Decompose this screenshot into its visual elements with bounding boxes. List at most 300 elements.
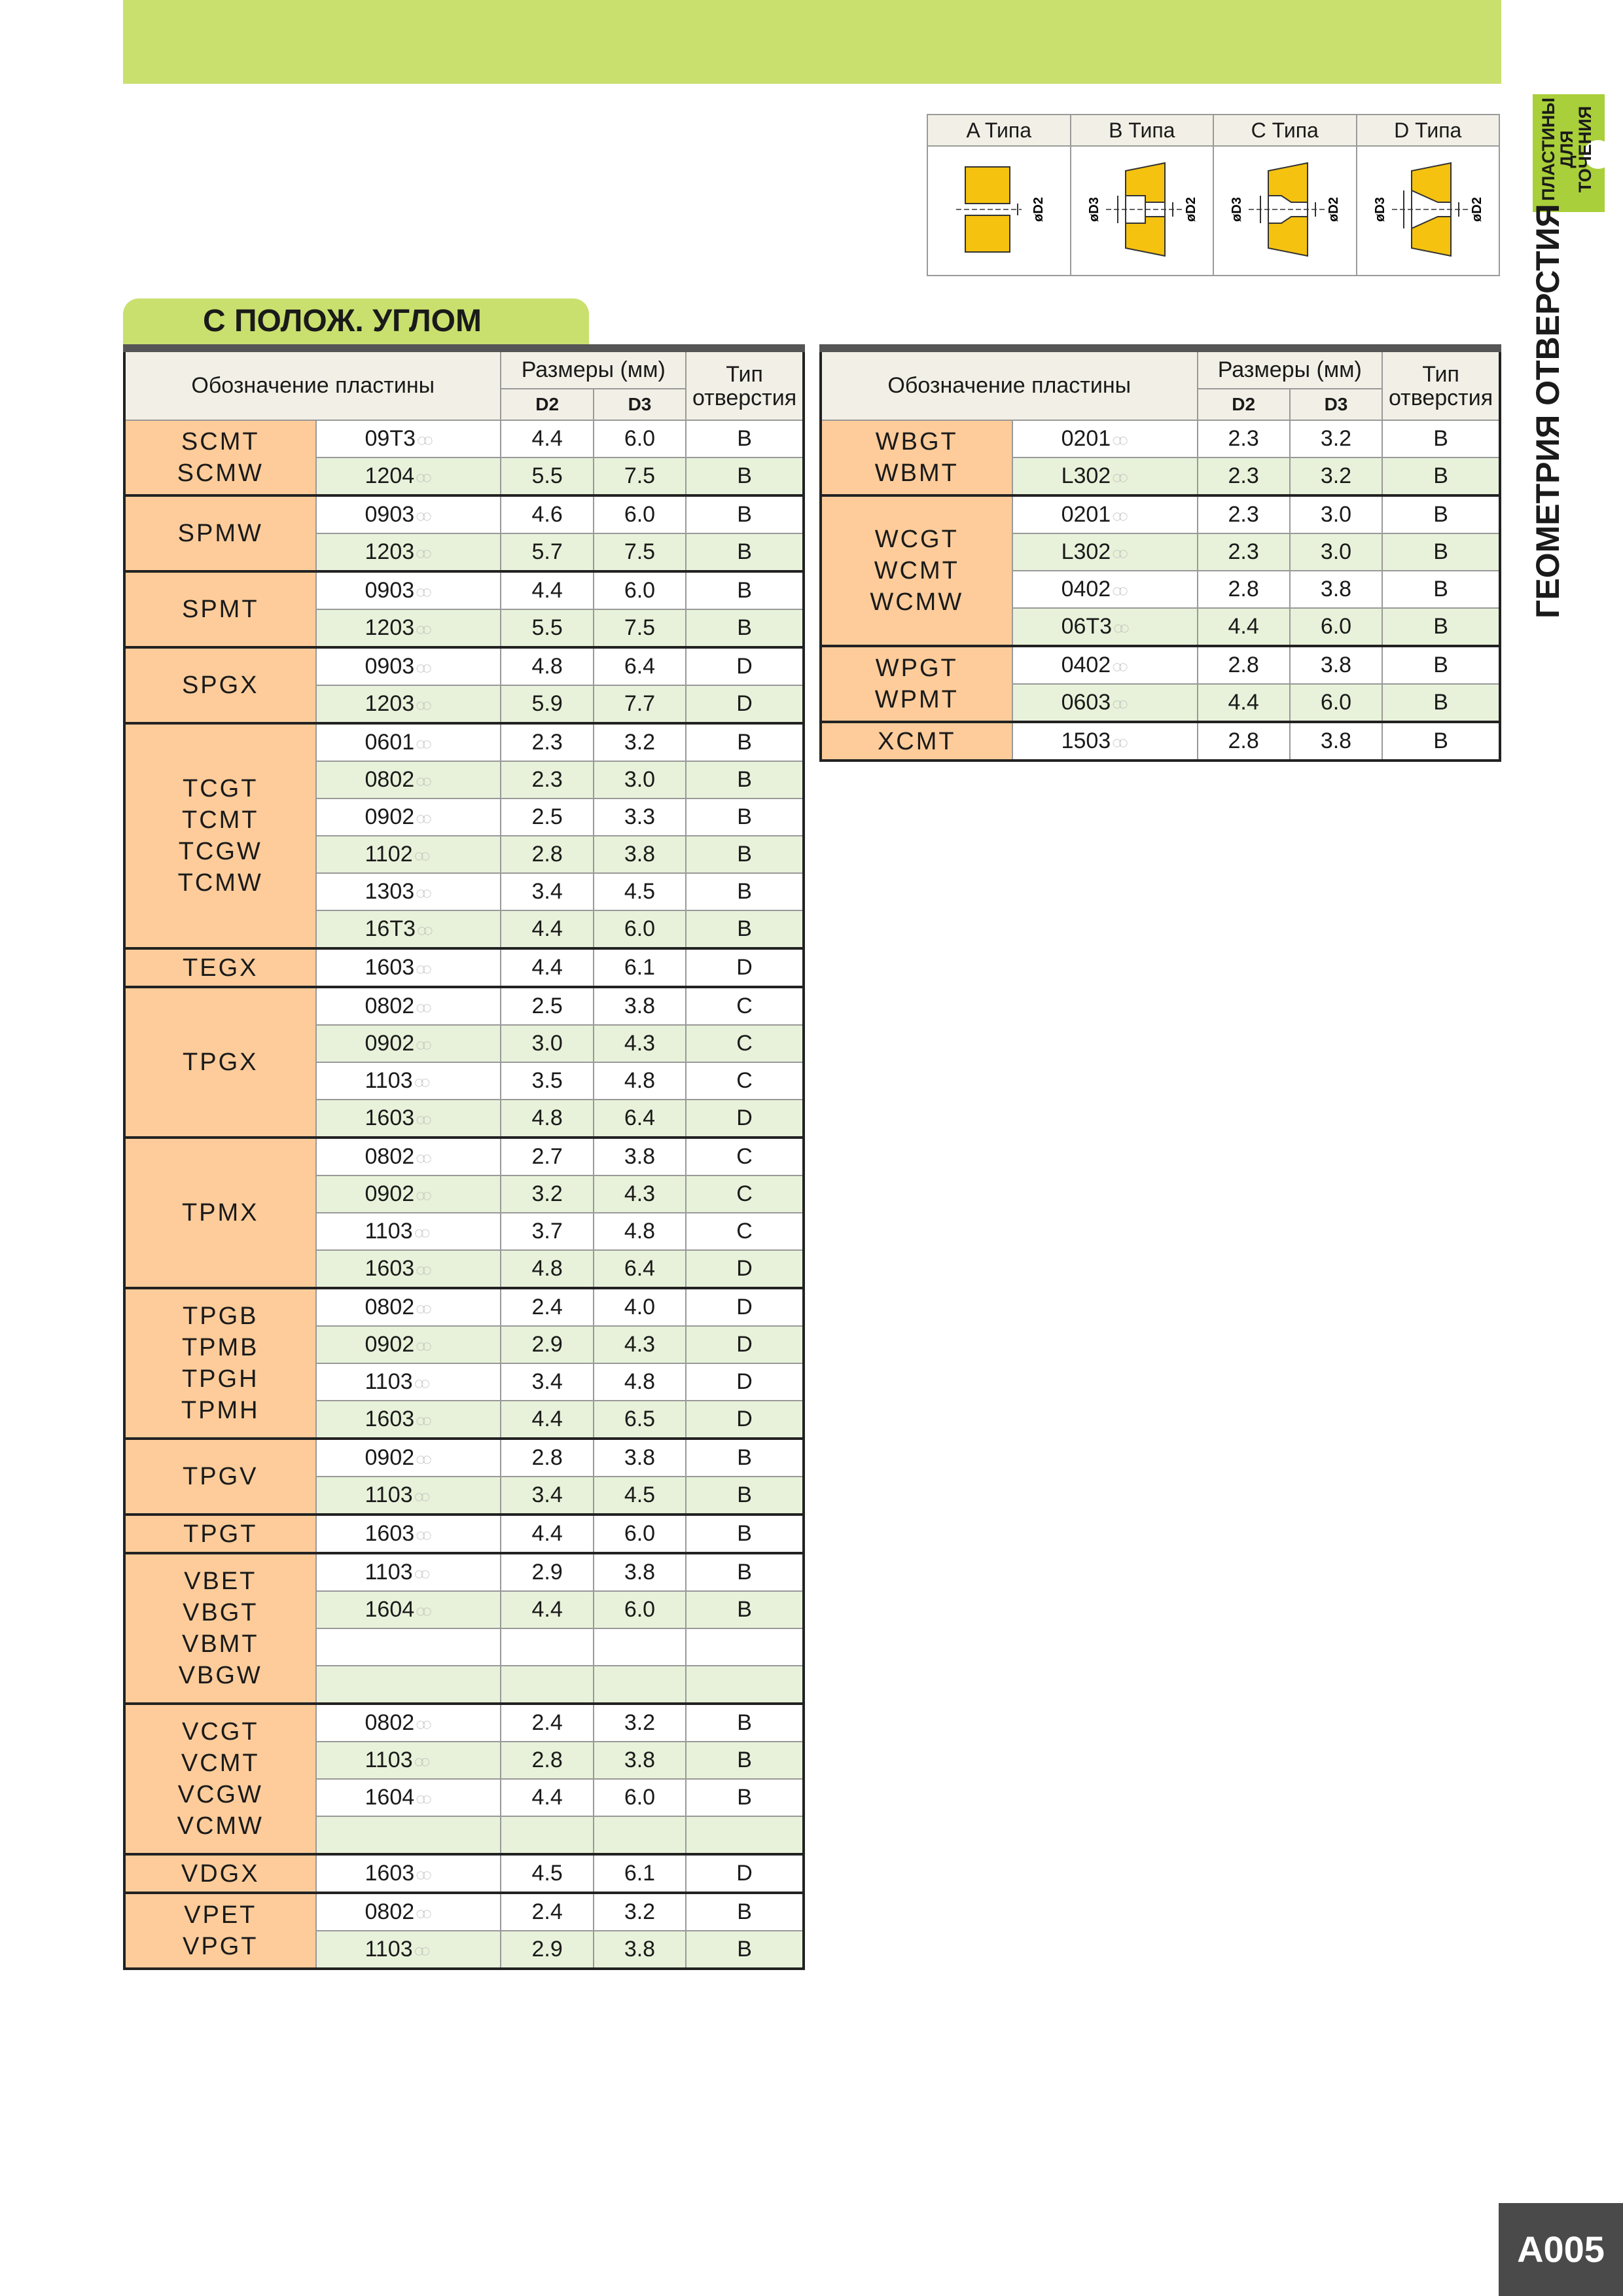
d3-value: 3.8 xyxy=(594,836,686,873)
d2-value: 2.3 xyxy=(1198,495,1290,533)
d3-value: 3.0 xyxy=(1290,533,1382,571)
placeholder-rings-icon: ◌◌ xyxy=(416,959,429,978)
placeholder-rings-icon: ◌◌ xyxy=(416,1035,429,1054)
placeholder-rings-icon: ◌◌ xyxy=(1112,430,1125,450)
svg-text:øD3: øD3 xyxy=(1086,196,1101,222)
placeholder-rings-icon: ◌◌ xyxy=(416,734,429,753)
insert-designation: SPGX xyxy=(124,647,316,723)
placeholder-rings-icon: ◌◌ xyxy=(416,619,429,639)
hole-type-value: D xyxy=(686,1288,804,1326)
insert-designation: TPGT xyxy=(124,1515,316,1553)
d3-value: 6.4 xyxy=(594,647,686,685)
insert-size-code: 0903◌◌ xyxy=(316,647,501,685)
insert-designation: SPMW xyxy=(124,495,316,571)
hole-type-value: D xyxy=(686,1854,804,1893)
placeholder-rings-icon: ◌◌ xyxy=(416,467,429,487)
d2-value: 2.5 xyxy=(501,798,593,836)
insert-size-code: 1103◌◌ xyxy=(316,1363,501,1401)
table-row xyxy=(124,948,804,987)
insert-size-code: 1603◌◌ xyxy=(316,1100,501,1138)
svg-text:øD3: øD3 xyxy=(1372,196,1387,222)
designation-header: Обозначение пластины xyxy=(124,348,501,420)
hole-type-value: B xyxy=(686,420,804,457)
insert-designation: VPET VPGT xyxy=(124,1893,316,1969)
placeholder-rings-icon: ◌◌ xyxy=(414,1072,427,1092)
table-row xyxy=(821,495,1500,533)
insert-size-code: 1603◌◌ xyxy=(316,1401,501,1439)
hole-type-value: B xyxy=(686,723,804,761)
type-a-diagram xyxy=(927,146,1071,276)
placeholder-rings-icon: ◌◌ xyxy=(416,1185,429,1205)
d3-value: 4.8 xyxy=(594,1213,686,1250)
table-row xyxy=(124,1439,804,1477)
d3-value: 7.5 xyxy=(594,609,686,647)
table-row xyxy=(821,646,1500,684)
d2-value: 4.4 xyxy=(501,571,593,609)
d2-value: 2.7 xyxy=(501,1138,593,1175)
insert-size-code: 0802◌◌ xyxy=(316,1288,501,1326)
insert-size-code: 0902◌◌ xyxy=(316,1175,501,1213)
d3-value: 3.2 xyxy=(1290,420,1382,457)
d3-value: 3.2 xyxy=(594,723,686,761)
hole-type-value: B xyxy=(1382,457,1500,495)
placeholder-rings-icon: ◌◌ xyxy=(1112,581,1125,600)
d2-value: 4.4 xyxy=(501,1779,593,1816)
d2-value: 2.4 xyxy=(501,1288,593,1326)
placeholder-rings-icon: ◌◌ xyxy=(414,846,427,865)
insert-size-code: 1603◌◌ xyxy=(316,1250,501,1288)
insert-size-code: 0802◌◌ xyxy=(316,761,501,798)
dimensions-header: Размеры (мм) xyxy=(1198,348,1383,389)
hole-type-value: D xyxy=(686,647,804,685)
insert-size-code: 0201◌◌ xyxy=(1012,420,1198,457)
insert-size-code: 0903◌◌ xyxy=(316,571,501,609)
dimensions-header: Размеры (мм) xyxy=(501,348,686,389)
placeholder-rings-icon: ◌◌ xyxy=(417,920,429,940)
table-row xyxy=(124,1854,804,1893)
svg-text:øD2: øD2 xyxy=(1469,196,1484,222)
d3-value: 3.8 xyxy=(594,1742,686,1779)
insert-size-code: L302◌◌ xyxy=(1012,533,1198,571)
placeholder-rings-icon: ◌◌ xyxy=(416,1903,429,1923)
d3-value xyxy=(594,1628,686,1666)
d2-value: 2.9 xyxy=(501,1553,593,1591)
hole-type-value: B xyxy=(686,761,804,798)
d3-value: 3.8 xyxy=(1290,571,1382,608)
svg-text:øD3: øD3 xyxy=(1230,196,1245,222)
d2-value: 2.8 xyxy=(1198,571,1290,608)
section-title: С ПОЛОЖ. УГЛОМ xyxy=(203,304,482,338)
d2-value: 2.8 xyxy=(501,1742,593,1779)
insert-size-code: 1103◌◌ xyxy=(316,1062,501,1100)
insert-size-code: 0201◌◌ xyxy=(1012,495,1198,533)
d3-value xyxy=(594,1816,686,1854)
insert-size-code: 0402◌◌ xyxy=(1012,646,1198,684)
placeholder-rings-icon: ◌◌ xyxy=(416,1601,429,1621)
d3-value: 6.0 xyxy=(594,1515,686,1553)
hole-type-value: B xyxy=(686,609,804,647)
d2-value: 2.8 xyxy=(1198,722,1290,761)
hole-type-value: B xyxy=(1382,571,1500,608)
placeholder-rings-icon: ◌◌ xyxy=(416,1865,429,1884)
d3-value: 7.7 xyxy=(594,685,686,723)
svg-text:øD2: øD2 xyxy=(1327,196,1342,222)
d3-value: 4.0 xyxy=(594,1288,686,1326)
d3-value: 3.8 xyxy=(594,1138,686,1175)
insert-table-right xyxy=(819,344,1501,762)
placeholder-rings-icon: ◌◌ xyxy=(416,997,429,1017)
hole-type-value xyxy=(686,1816,804,1854)
d2-value: 4.4 xyxy=(501,910,593,948)
d2-value: 2.5 xyxy=(501,987,593,1025)
hole-type-value: D xyxy=(686,685,804,723)
d2-value: 4.4 xyxy=(501,420,593,457)
hole-type-value: C xyxy=(686,1062,804,1100)
placeholder-rings-icon: ◌◌ xyxy=(416,1109,429,1129)
placeholder-rings-icon: ◌◌ xyxy=(416,1410,429,1430)
d3-value: 4.5 xyxy=(594,873,686,910)
insert-designation: WPGT WPMT xyxy=(821,646,1012,722)
hole-type-value xyxy=(686,1666,804,1704)
placeholder-rings-icon: ◌◌ xyxy=(416,543,429,563)
d2-value: 3.4 xyxy=(501,1363,593,1401)
hole-type-value: B xyxy=(1382,722,1500,761)
hole-type-value: B xyxy=(686,910,804,948)
placeholder-rings-icon: ◌◌ xyxy=(414,1373,427,1393)
placeholder-rings-icon: ◌◌ xyxy=(416,695,429,715)
d2-value: 2.3 xyxy=(1198,420,1290,457)
d2-value: 2.3 xyxy=(1198,533,1290,571)
insert-size-code: 1103◌◌ xyxy=(316,1213,501,1250)
placeholder-rings-icon: ◌◌ xyxy=(416,1525,429,1545)
insert-size-code: 1203◌◌ xyxy=(316,533,501,571)
side-tab-label: ПЛАСТИНЫ ДЛЯ ТОЧЕНИЯ xyxy=(1539,98,1595,201)
insert-size-code: 1603◌◌ xyxy=(316,1854,501,1893)
hole-type-value: B xyxy=(686,1553,804,1591)
insert-size-code: 1204◌◌ xyxy=(316,457,501,495)
placeholder-rings-icon: ◌◌ xyxy=(414,1941,427,1960)
d2-value xyxy=(501,1816,593,1854)
table-row xyxy=(124,1704,804,1742)
hole-type-value: B xyxy=(1382,533,1500,571)
table-row xyxy=(124,495,804,533)
insert-designation: TPGV xyxy=(124,1439,316,1515)
d2-value: 3.0 xyxy=(501,1025,593,1062)
d3-value: 6.0 xyxy=(594,910,686,948)
d2-value: 3.4 xyxy=(501,1477,593,1515)
insert-designation: VCGT VCMT VCGW VCMW xyxy=(124,1704,316,1854)
d2-value: 2.8 xyxy=(1198,646,1290,684)
d3-value: 6.1 xyxy=(594,948,686,987)
hole-type-value: C xyxy=(686,1138,804,1175)
d3-value: 3.8 xyxy=(594,1439,686,1477)
hole-type-value xyxy=(686,1628,804,1666)
insert-size-code xyxy=(316,1816,501,1854)
hole-type-value: B xyxy=(686,1931,804,1969)
insert-size-code: 1503◌◌ xyxy=(1012,722,1198,761)
placeholder-rings-icon: ◌◌ xyxy=(414,1486,427,1506)
hole-type-value: C xyxy=(686,1213,804,1250)
d2-value: 5.5 xyxy=(501,609,593,647)
hole-type-value: B xyxy=(686,1477,804,1515)
insert-designation: XCMT xyxy=(821,722,1012,761)
placeholder-rings-icon: ◌◌ xyxy=(416,582,429,601)
insert-size-code: 0603◌◌ xyxy=(1012,684,1198,722)
d2-value: 5.9 xyxy=(501,685,593,723)
table-row xyxy=(124,723,804,761)
placeholder-rings-icon: ◌◌ xyxy=(1112,467,1125,487)
placeholder-rings-icon: ◌◌ xyxy=(414,1751,427,1771)
hole-type-value: D xyxy=(686,1401,804,1439)
insert-size-code: 1102◌◌ xyxy=(316,836,501,873)
insert-size-code: 1604◌◌ xyxy=(316,1779,501,1816)
placeholder-rings-icon: ◌◌ xyxy=(1112,694,1125,713)
insert-designation: TPGB TPMB TPGH TPMH xyxy=(124,1288,316,1439)
type-b-header: B Типа xyxy=(1071,115,1214,146)
d2-header: D2 xyxy=(501,389,593,420)
d3-value: 3.8 xyxy=(1290,646,1382,684)
d3-value: 6.0 xyxy=(594,495,686,533)
d3-value: 7.5 xyxy=(594,533,686,571)
hole-type-value: B xyxy=(1382,420,1500,457)
d2-value: 3.2 xyxy=(501,1175,593,1213)
hole-type-value: B xyxy=(686,836,804,873)
d3-value: 3.8 xyxy=(594,1553,686,1591)
d2-value: 4.6 xyxy=(501,495,593,533)
insert-size-code: 1603◌◌ xyxy=(316,948,501,987)
insert-size-code: 0802◌◌ xyxy=(316,987,501,1025)
d2-value: 2.4 xyxy=(501,1893,593,1931)
page-number: A005 xyxy=(1499,2203,1623,2296)
d3-value: 6.4 xyxy=(594,1100,686,1138)
d2-value: 4.8 xyxy=(501,647,593,685)
placeholder-rings-icon: ◌◌ xyxy=(1112,732,1125,752)
insert-designation: SCMT SCMW xyxy=(124,420,316,495)
insert-size-code: 1603◌◌ xyxy=(316,1515,501,1553)
insert-size-code: 0902◌◌ xyxy=(316,1439,501,1477)
top-color-band xyxy=(123,0,1501,84)
hole-type-value: C xyxy=(686,987,804,1025)
insert-table-left xyxy=(123,344,805,1970)
d2-value: 2.8 xyxy=(501,1439,593,1477)
d3-value: 3.2 xyxy=(1290,457,1382,495)
hole-type-value: B xyxy=(686,1591,804,1628)
d2-value: 4.8 xyxy=(501,1100,593,1138)
svg-text:øD2: øD2 xyxy=(1031,196,1046,222)
hole-type-value: D xyxy=(686,948,804,987)
placeholder-rings-icon: ◌◌ xyxy=(416,1714,429,1734)
hole-type-value: B xyxy=(1382,495,1500,533)
designation-header: Обозначение пластины xyxy=(821,348,1198,420)
hole-type-value: B xyxy=(686,1515,804,1553)
d2-value: 2.3 xyxy=(501,761,593,798)
placeholder-rings-icon: ◌◌ xyxy=(416,1148,429,1168)
side-chapter-title: ГЕОМЕТРИЯ ОТВЕРСТИЯ xyxy=(1529,204,1566,619)
d2-value: 3.7 xyxy=(501,1213,593,1250)
insert-size-code: 0802◌◌ xyxy=(316,1893,501,1931)
insert-designation: TPGX xyxy=(124,987,316,1138)
insert-designation: WBGT WBMT xyxy=(821,420,1012,495)
d2-value xyxy=(501,1628,593,1666)
hole-type-header: Тип отверстия xyxy=(1382,348,1500,420)
hole-type-value: C xyxy=(686,1175,804,1213)
hole-type-value: B xyxy=(686,457,804,495)
placeholder-rings-icon: ◌◌ xyxy=(1112,656,1125,676)
d2-value: 3.4 xyxy=(501,873,593,910)
insert-size-code: 0903◌◌ xyxy=(316,495,501,533)
hole-type-value: B xyxy=(686,1893,804,1931)
d2-value: 5.7 xyxy=(501,533,593,571)
table-row xyxy=(124,1553,804,1591)
table-row xyxy=(124,571,804,609)
d3-value: 3.8 xyxy=(1290,722,1382,761)
hole-type-value: B xyxy=(686,1439,804,1477)
insert-size-code: 1604◌◌ xyxy=(316,1591,501,1628)
insert-size-code: 0802◌◌ xyxy=(316,1138,501,1175)
type-d-header: D Типа xyxy=(1357,115,1500,146)
table-row xyxy=(124,420,804,457)
d2-value: 3.5 xyxy=(501,1062,593,1100)
insert-designation: TCGT TCMT TCGW TCMW xyxy=(124,723,316,948)
d3-value: 6.5 xyxy=(594,1401,686,1439)
placeholder-rings-icon: ◌◌ xyxy=(416,1299,429,1318)
d2-value: 2.3 xyxy=(1198,457,1290,495)
insert-size-code: L302◌◌ xyxy=(1012,457,1198,495)
d3-value: 3.3 xyxy=(594,798,686,836)
d2-value: 2.3 xyxy=(501,723,593,761)
placeholder-rings-icon: ◌◌ xyxy=(414,1223,427,1242)
insert-size-code: 1203◌◌ xyxy=(316,685,501,723)
svg-text:øD2: øD2 xyxy=(1183,196,1198,222)
placeholder-rings-icon: ◌◌ xyxy=(416,1789,429,1808)
insert-size-code: 0902◌◌ xyxy=(316,1025,501,1062)
hole-type-value: C xyxy=(686,1025,804,1062)
d3-value: 6.0 xyxy=(1290,684,1382,722)
hole-type-value: D xyxy=(686,1250,804,1288)
table-row xyxy=(124,1515,804,1553)
placeholder-rings-icon: ◌◌ xyxy=(1112,543,1125,563)
placeholder-rings-icon: ◌◌ xyxy=(416,771,429,791)
placeholder-rings-icon: ◌◌ xyxy=(416,1260,429,1280)
d2-value: 4.4 xyxy=(501,1515,593,1553)
d2-value: 4.4 xyxy=(1198,684,1290,722)
d3-value: 6.0 xyxy=(1290,608,1382,646)
placeholder-rings-icon: ◌◌ xyxy=(416,658,429,677)
d2-value: 4.8 xyxy=(501,1250,593,1288)
d3-value: 4.3 xyxy=(594,1326,686,1363)
placeholder-rings-icon: ◌◌ xyxy=(417,430,429,450)
table-row xyxy=(124,1893,804,1931)
insert-size-code: 0601◌◌ xyxy=(316,723,501,761)
insert-size-code: 1103◌◌ xyxy=(316,1477,501,1515)
d3-value: 4.5 xyxy=(594,1477,686,1515)
insert-size-code xyxy=(316,1628,501,1666)
table-row xyxy=(124,987,804,1025)
d3-value: 3.2 xyxy=(594,1704,686,1742)
insert-size-code: 06T3◌◌ xyxy=(1012,608,1198,646)
d3-value: 4.8 xyxy=(594,1062,686,1100)
insert-size-code: 0802◌◌ xyxy=(316,1704,501,1742)
hole-type-value: D xyxy=(686,1326,804,1363)
table-row xyxy=(124,1138,804,1175)
placeholder-rings-icon: ◌◌ xyxy=(416,1336,429,1355)
hole-type-value: B xyxy=(1382,684,1500,722)
insert-size-code: 1303◌◌ xyxy=(316,873,501,910)
type-c-diagram xyxy=(1213,146,1357,276)
hole-type-value: B xyxy=(686,495,804,533)
d3-value: 7.5 xyxy=(594,457,686,495)
hole-type-value: B xyxy=(686,533,804,571)
d2-value: 4.5 xyxy=(501,1854,593,1893)
insert-size-code: 1103◌◌ xyxy=(316,1931,501,1969)
insert-size-code: 0402◌◌ xyxy=(1012,571,1198,608)
placeholder-rings-icon: ◌◌ xyxy=(1112,506,1125,526)
hole-type-value: B xyxy=(1382,608,1500,646)
d3-value: 6.1 xyxy=(594,1854,686,1893)
hole-type-diagrams xyxy=(927,114,1500,276)
hole-type-value: D xyxy=(686,1363,804,1401)
d3-value xyxy=(594,1666,686,1704)
table-row xyxy=(821,420,1500,457)
type-b-diagram xyxy=(1071,146,1214,276)
d2-value xyxy=(501,1666,593,1704)
d2-header: D2 xyxy=(1198,389,1290,420)
insert-designation: VBET VBGT VBMT VBGW xyxy=(124,1553,316,1704)
d3-value: 3.0 xyxy=(1290,495,1382,533)
hole-type-value: B xyxy=(686,571,804,609)
insert-designation: WCGT WCMT WCMW xyxy=(821,495,1012,646)
placeholder-rings-icon: ◌◌ xyxy=(414,1564,427,1583)
d3-value: 6.0 xyxy=(594,1591,686,1628)
insert-size-code: 0902◌◌ xyxy=(316,1326,501,1363)
insert-designation: TPMX xyxy=(124,1138,316,1288)
table-row xyxy=(124,1288,804,1326)
d3-value: 4.8 xyxy=(594,1363,686,1401)
insert-designation: VDGX xyxy=(124,1854,316,1893)
insert-size-code: 0902◌◌ xyxy=(316,798,501,836)
d3-value: 4.3 xyxy=(594,1175,686,1213)
d3-value: 3.2 xyxy=(594,1893,686,1931)
hole-type-header: Тип отверстия xyxy=(686,348,804,420)
d3-value: 3.0 xyxy=(594,761,686,798)
d3-value: 3.8 xyxy=(594,987,686,1025)
d2-value: 4.4 xyxy=(501,948,593,987)
d2-value: 2.9 xyxy=(501,1931,593,1969)
d3-value: 6.0 xyxy=(594,420,686,457)
insert-designation: SPMT xyxy=(124,571,316,647)
insert-size-code: 16T3◌◌ xyxy=(316,910,501,948)
d3-header: D3 xyxy=(594,389,686,420)
insert-size-code: 1103◌◌ xyxy=(316,1553,501,1591)
placeholder-rings-icon: ◌◌ xyxy=(416,506,429,526)
d2-value: 2.9 xyxy=(501,1326,593,1363)
insert-size-code: 1203◌◌ xyxy=(316,609,501,647)
d2-value: 2.4 xyxy=(501,1704,593,1742)
hole-type-value: B xyxy=(686,798,804,836)
d2-value: 2.8 xyxy=(501,836,593,873)
d3-value: 6.0 xyxy=(594,1779,686,1816)
d2-value: 4.4 xyxy=(1198,608,1290,646)
hole-type-value: D xyxy=(686,1100,804,1138)
d3-value: 6.0 xyxy=(594,571,686,609)
d2-value: 4.4 xyxy=(501,1591,593,1628)
d3-value: 3.8 xyxy=(594,1931,686,1969)
table-row xyxy=(124,647,804,685)
insert-size-code xyxy=(316,1666,501,1704)
type-a-header: A Типа xyxy=(927,115,1071,146)
d2-value: 5.5 xyxy=(501,457,593,495)
hole-type-value: B xyxy=(686,873,804,910)
